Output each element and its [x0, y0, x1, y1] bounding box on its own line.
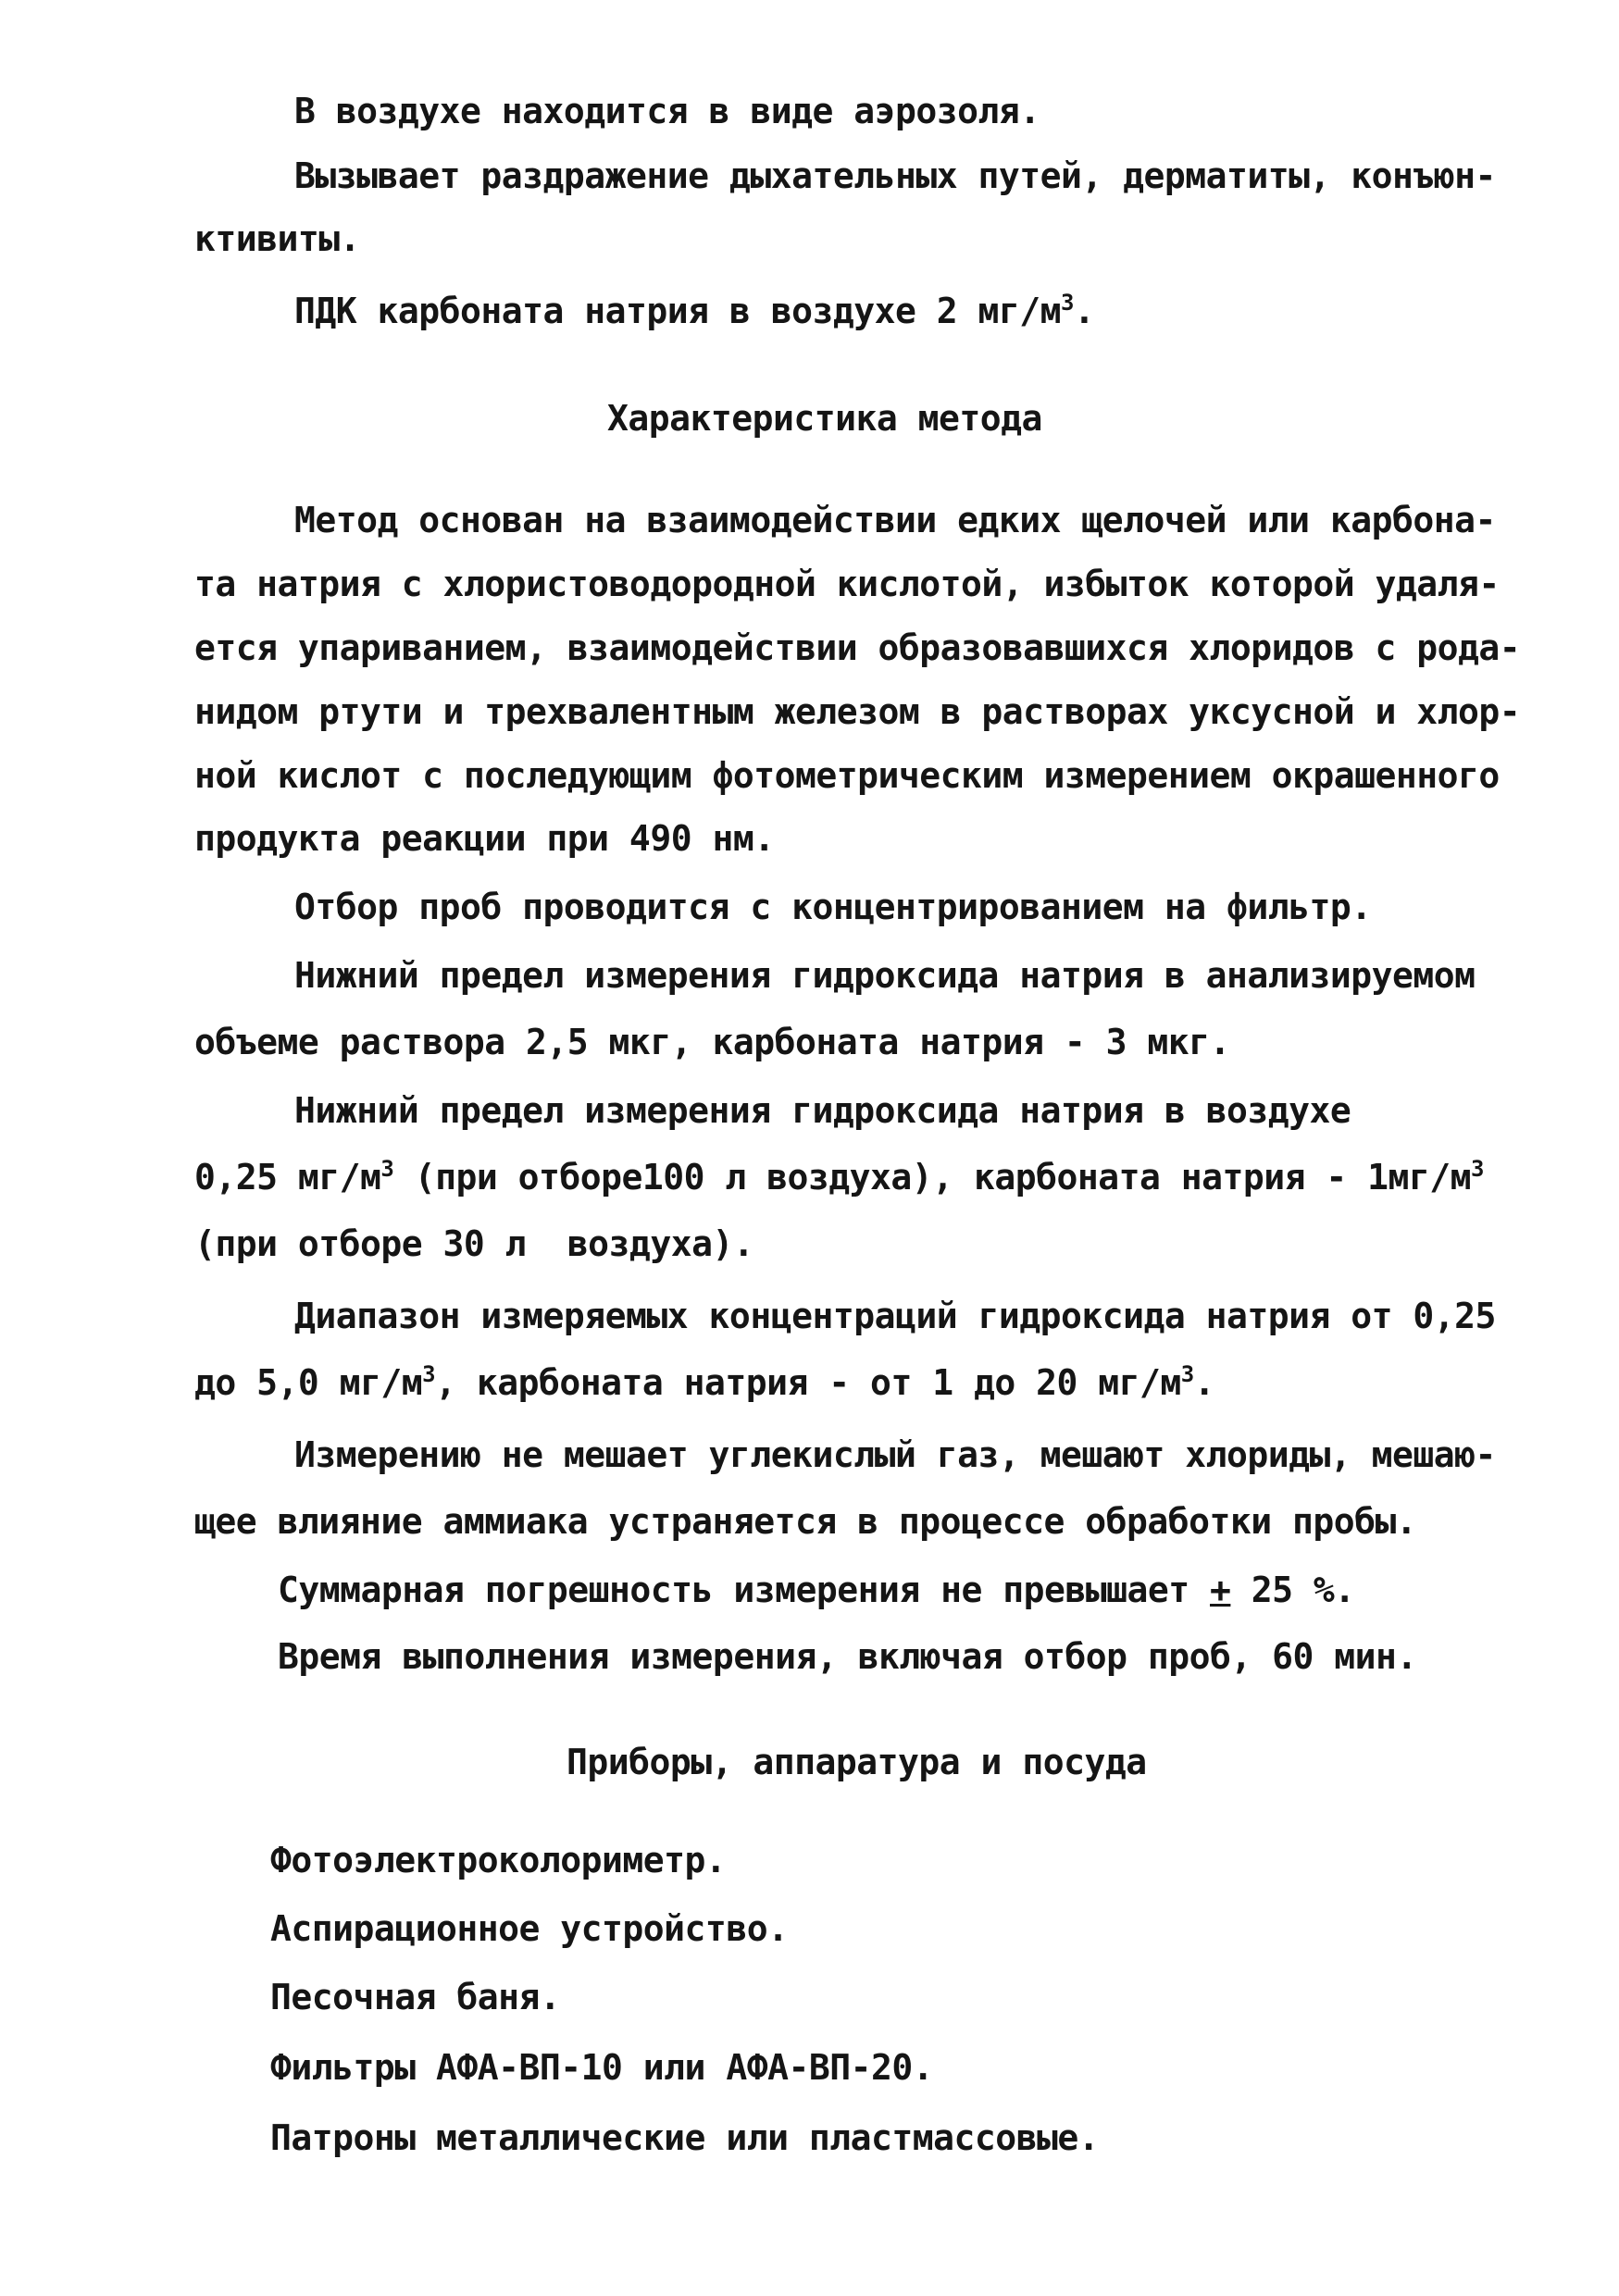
superscript: 3	[422, 1361, 436, 1387]
text-line: ной кислот с последующим фотометрическим измерением окрашенного	[194, 755, 1500, 796]
section-heading: Приборы, аппаратура и посуда	[567, 1742, 1147, 1782]
list-item: Песочная баня.	[270, 1977, 561, 2017]
error-line	[278, 1568, 1355, 1612]
section-heading: Характеристика метода	[607, 398, 1042, 439]
text-line: ктивиты.	[194, 218, 361, 259]
text-part: 0,25 мг/м	[194, 1157, 381, 1198]
text-line: та натрия с хлористоводородной кислотой, избыток которой удаля-	[194, 564, 1500, 604]
superscript: 3	[1180, 1361, 1194, 1387]
text-line: объеме раствора 2,5 мкг, карбоната натрия - 3 мкг.	[194, 1022, 1230, 1062]
text-line: Нижний предел измерения гидроксида натрия в воздухе	[294, 1090, 1351, 1131]
text-part: , карбоната натрия - от 1 до 20 мг/м	[435, 1362, 1181, 1403]
text-line: Время выполнения измерения, включая отбор проб, 60 мин.	[278, 1636, 1417, 1677]
text-line: (при отборе 30 л воздуха).	[194, 1223, 754, 1264]
text-line: ется упариванием, взаимодействии образовавшихся хлоридов с рода-	[194, 627, 1521, 668]
superscript: 3	[1060, 290, 1074, 316]
superscript: 3	[380, 1156, 394, 1182]
list-item: Фильтры АФА-ВП-10 или АФА-ВП-20.	[270, 2047, 934, 2088]
text-part: .	[1193, 1362, 1215, 1403]
pdk-text: ПДК карбоната натрия в воздухе 2 мг/м	[294, 291, 1061, 331]
text-line: нидом ртути и трехвалентным железом в растворах уксусной и хлор-	[194, 691, 1521, 732]
text-part: 25 %.	[1230, 1570, 1355, 1610]
text-line: Нижний предел измерения гидроксида натрия в анализируемом	[294, 955, 1476, 996]
list-item: Аспирационное устройство.	[270, 1908, 789, 1949]
text-line: В воздухе находится в виде аэрозоля.	[294, 91, 1040, 131]
text-line: щее влияние аммиака устраняется в процессе обработки пробы.	[194, 1501, 1417, 1542]
pdk-end: .	[1073, 291, 1095, 331]
text-line-with-superscript	[194, 1155, 1484, 1199]
superscript: 3	[1471, 1156, 1484, 1182]
text-line: Диапазон измеряемых концентраций гидроксида натрия от 0,25	[294, 1296, 1496, 1336]
list-item: Фотоэлектроколориметр.	[270, 1840, 727, 1880]
text-part: Суммарная погрешность измерения не превышает	[278, 1570, 1211, 1610]
text-line-with-superscript	[194, 1360, 1214, 1405]
pdk-line	[294, 289, 1094, 333]
text-line: продукта реакции при 490 нм.	[194, 818, 775, 859]
text-part: до 5,0 мг/м	[194, 1362, 423, 1403]
text-line: Измерению не мешает углекислый газ, мешают хлориды, мешаю-	[294, 1434, 1496, 1475]
text-line: Вызывает раздражение дыхательных путей, дерматиты, конъюн-	[294, 155, 1496, 196]
plus-minus-sign: +	[1210, 1570, 1231, 1610]
text-line: Метод основан на взаимодействии едких щелочей или карбона-	[294, 500, 1496, 540]
text-part: (при отборе100 л воздуха), карбоната натрия - 1мг/м	[393, 1157, 1472, 1198]
text-line: Отбор проб проводится с концентрированием на фильтр.	[294, 887, 1372, 927]
list-item: Патроны металлические или пластмассовые.	[270, 2117, 1100, 2158]
